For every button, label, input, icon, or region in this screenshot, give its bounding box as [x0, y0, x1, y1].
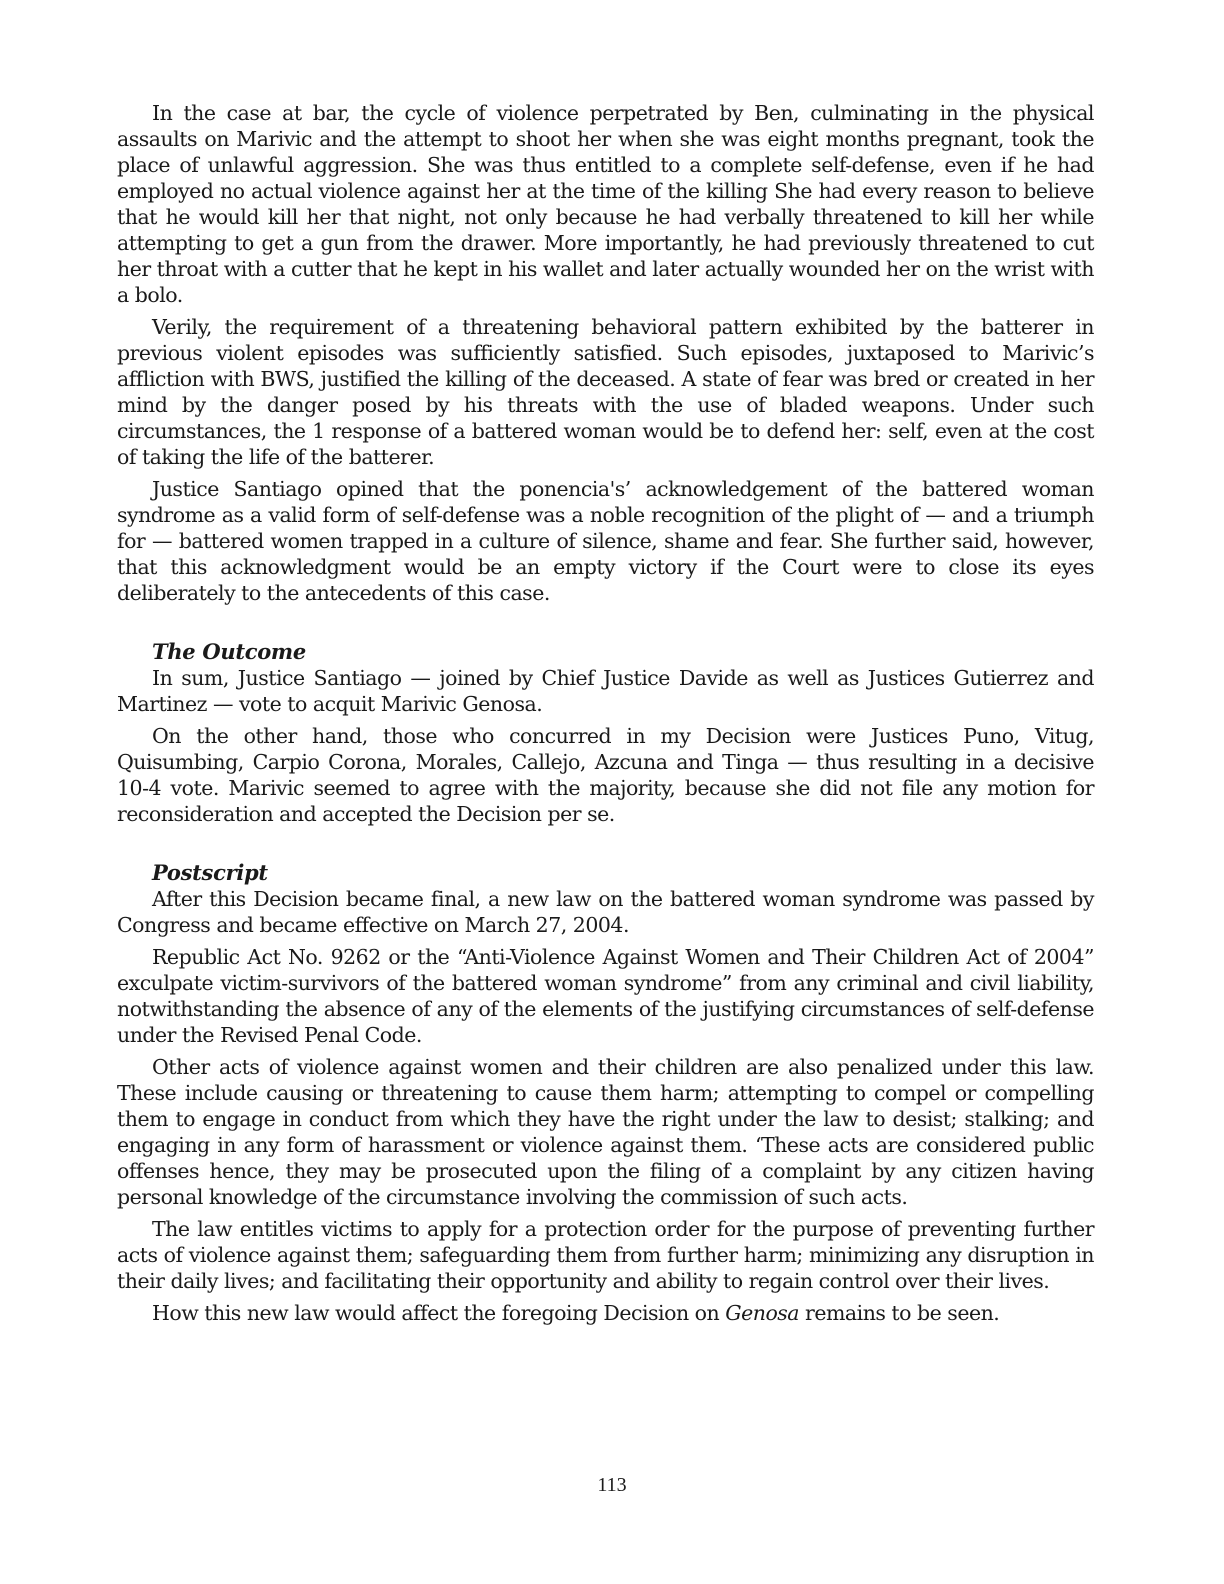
heading-postscript: Postscript [152, 860, 268, 885]
paragraph-postscript-other-acts: Other acts of violence against women and their children are also penalized under this law. These include causing or threatening to cause them harm; attempting to compel or compelling them to engage in conduct from which they have the right under the law to desist; stalking; and engaging in any form of harassment or violence against them. ‘These acts are considered public offenses hence, they may be prosecuted upon the filing of a complaint by any citizen having personal knowledge of the circumstance involving the commission of such acts. [117, 1055, 1094, 1209]
heading-outcome: The Outcome [152, 639, 306, 664]
page-number: 113 [597, 1474, 627, 1496]
paragraph-threatening-pattern: Verily, the requirement of a threatening behavioral pattern exhibited by the batterer in previous violent episodes was sufficiently satisfied. Such episodes, juxtaposed to Marivic’s affliction with BWS, justified the killing of the deceased. A state of fear was bred or created in her mind by the danger posed by his threats with the use of bladed weapons. Under such circumstances, the 1 response of a battered woman would be to defend her: self, even at the cost of taking the life of the batterer. [117, 315, 1094, 469]
paragraph-postscript-new-law: After this Decision became final, a new law on the battered woman syndrome was passed by Congress and became effective on March 27, 2004. [117, 887, 1094, 937]
closing-case-name: Genosa [725, 1301, 800, 1325]
paragraph-outcome-vote: In sum, Justice Santiago — joined by Chief Justice Davide as well as Justices Gutierrez and Martinez — vote to acquit Marivic Genosa. [117, 666, 1094, 716]
closing-text-after: remains to be seen. [799, 1301, 1000, 1325]
paragraph-postscript-protection-order: The law entitles victims to apply for a protection order for the purpose of preventing further acts of violence against them; safeguarding them from further harm; minimizing any disruption in their daily lives; and facilitating their opportunity and ability to regain control over their lives. [117, 1217, 1094, 1293]
section-gap [117, 612, 1094, 639]
paragraph-case-at-bar: In the case at bar, the cycle of violence perpetrated by Ben, culminating in the physical assaults on Marivic and the attempt to shoot her when she was eight months pregnant, took the place of unlawful aggression. She was thus entitled to a complete self-defense, even if he had employed no actual violence against her at the time of the killing She had every reason to believe that he would kill her that night, not only because he had verbally threatened to kill her while attempting to get a gun from the drawer. More importantly, he had previously threatened to cut her throat with a cutter that he kept in his wallet and later actually wounded her on the wrist with a bolo. [117, 101, 1094, 307]
paragraph-postscript-ra-9262: Republic Act No. 9262 or the “Anti-Violence Against Women and Their Children Act of 2004” exculpate victim-survivors of the battered woman syndrome” from any criminal and civil liability, notwithstanding the absence of any of the elements of the justifying circumstances of self-defense under the Revised Penal Code. [117, 945, 1094, 1047]
paragraph-justice-santiago-opinion: Justice Santiago opined that the ponencia's’ acknowledgement of the battered woman syndrome as a valid form of self-defense was a noble recognition of the plight of — and a triumph for — battered women trapped in a culture of silence, shame and fear. She further said, however, that this acknowledgment would be an empty victory if the Court were to close its eyes deliberately to the antecedents of this case. [117, 477, 1094, 605]
document-page [117, 100, 1094, 1332]
section-gap [117, 833, 1094, 860]
paragraph-outcome-concurrence: On the other hand, those who concurred in my Decision were Justices Puno, Vitug, Quisumbing, Carpio Corona, Morales, Callejo, Azcuna and Tinga — thus resulting in a decisive 10-4 vote. Marivic seemed to agree with the majority, because she did not file any motion for reconsideration and accepted the Decision per se. [117, 724, 1094, 826]
closing-text-before: How this new law would affect the foregoing Decision on [152, 1301, 726, 1325]
paragraph-postscript-closing [117, 1300, 1094, 1326]
